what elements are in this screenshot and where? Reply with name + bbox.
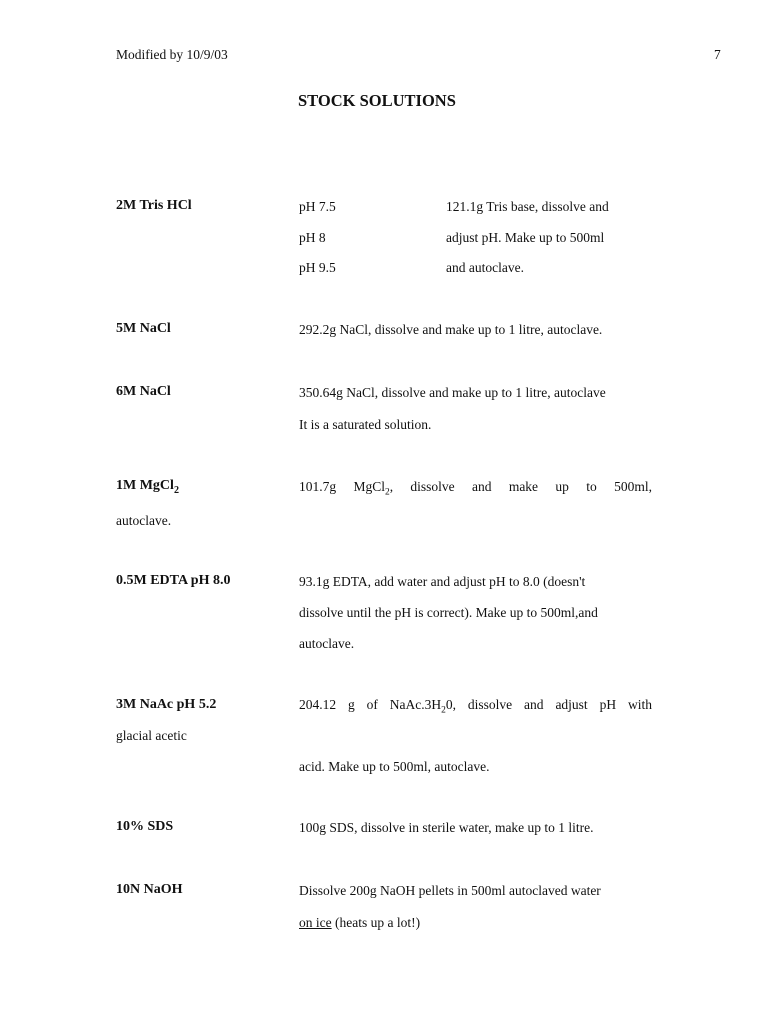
- entry-name-edta: 0.5M EDTA pH 8.0: [116, 573, 231, 588]
- naac-name-continuation: glacial acetic: [116, 728, 187, 743]
- naac-recipe-line-2: acid. Make up to 500ml, autoclave.: [299, 759, 490, 774]
- tris-ph-1: pH 7.5: [299, 199, 336, 214]
- page-title: STOCK SOLUTIONS: [298, 91, 456, 110]
- naoh-recipe-line-1: Dissolve 200g NaOH pellets in 500ml autoclaved water: [299, 883, 601, 898]
- naoh-recipe-line-2: on ice (heats up a lot!): [299, 915, 421, 930]
- entry-name-nacl-5m: 5M NaCl: [116, 321, 171, 336]
- sds-recipe: 100g SDS, dissolve in sterile water, make up to 1 litre.: [299, 820, 594, 835]
- naac-recipe-line-1: 204.12 g of $NaAc.3H_20$, dissolve and adjust pH with: [299, 697, 652, 716]
- mgcl2-recipe-continuation: autoclave.: [116, 513, 172, 528]
- page-number: 7: [714, 47, 721, 62]
- tris-ph-3: pH 9.5: [299, 260, 336, 275]
- entry-name-naoh: 10N NaOH: [116, 882, 183, 897]
- edta-recipe-line-1: 93.1g EDTA, add water and adjust pH to 8.0 (doesn't: [299, 574, 586, 589]
- naoh-on-ice-underlined: on ice: [299, 915, 332, 930]
- nacl-5m-recipe: 292.2g NaCl, dissolve and make up to 1 litre, autoclave.: [299, 322, 603, 337]
- mgcl2-recipe-line-1: 101.7g MgCl$_2$, dissolve and make up to 500ml,: [299, 479, 652, 498]
- entry-name-tris: 2M Tris HCl: [116, 198, 192, 213]
- entry-name-nacl-6m: 6M NaCl: [116, 384, 171, 399]
- header-modified-date: Modified by 10/9/03: [116, 47, 228, 62]
- entry-name-naac: 3M NaAc pH 5.2: [116, 697, 217, 712]
- entry-name-mgcl2: 1M MgCl$_2$: [116, 478, 179, 496]
- edta-recipe-line-2: dissolve until the pH is correct). Make up to 500ml,and: [299, 605, 598, 620]
- tris-ph-2: pH 8: [299, 230, 326, 245]
- edta-recipe-line-3: autoclave.: [299, 636, 355, 651]
- tris-recipe-line-2: adjust pH. Make up to 500ml: [446, 230, 605, 245]
- entry-name-sds: 10% SDS: [116, 819, 174, 834]
- nacl-6m-recipe-line-1: 350.64g NaCl, dissolve and make up to 1 litre, autoclave: [299, 385, 606, 400]
- nacl-6m-recipe-line-2: It is a saturated solution.: [299, 417, 432, 432]
- tris-recipe-line-3: and autoclave.: [446, 260, 524, 275]
- tris-recipe-line-1: 121.1g Tris base, dissolve and: [446, 199, 609, 214]
